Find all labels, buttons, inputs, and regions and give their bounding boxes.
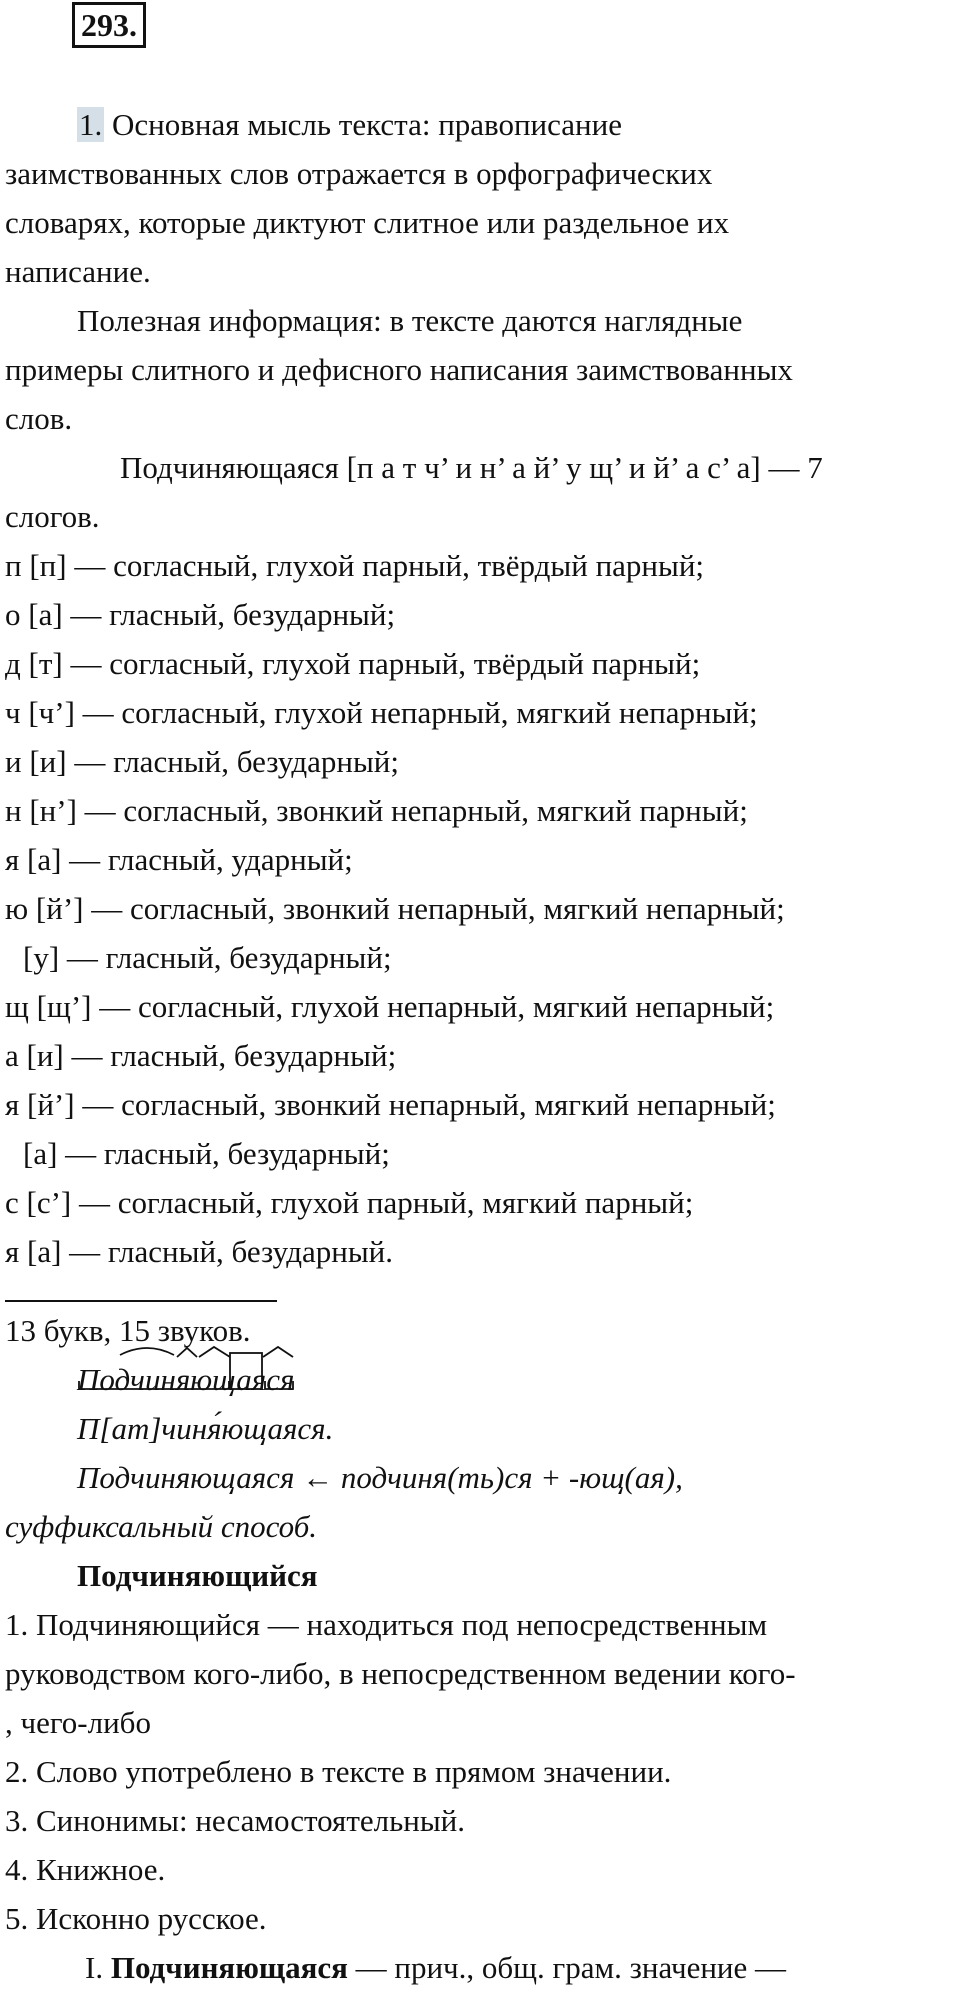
stress-word: П[ат]чиня́ющаяся. — [77, 1411, 334, 1446]
separator-rule — [5, 1300, 277, 1302]
phonetic-line: д [т] — согласный, глухой парный, твёрдый парный; — [5, 646, 701, 681]
answer-content — [5, 100, 955, 1992]
exercise-number: 293. — [72, 2, 146, 48]
morph-word: Подчиняющаяся — [110, 1950, 348, 1985]
phonetic-line: ч [ч’] — согласный, глухой непарный, мягкий непарный; — [5, 695, 758, 730]
phonetic-line: и [и] — гласный, безударный; — [5, 744, 400, 779]
item-marker: 1. — [79, 107, 103, 142]
derivation-line-1: Подчиняющаяся ← подчиня(ть)ся + -ющ(ая), — [77, 1460, 683, 1495]
para2-line-1: Полезная информация: в тексте даются наглядные — [77, 303, 743, 338]
para1-line-3: словарях, которые диктуют слитное или раздельное их — [5, 205, 730, 240]
phonetic-line: щ [щ’] — согласный, глухой непарный, мягкий непарный; — [5, 989, 775, 1024]
morpheme-marks-icon — [77, 1345, 337, 1405]
morph-numeral: I. — [85, 1950, 104, 1985]
para2-line-2: примеры слитного и дефисного написания заимствованных — [5, 352, 793, 387]
lexical-line: руководством кого-либо, в непосредственном ведении кого- — [5, 1656, 796, 1691]
lexical-line: 3. Синонимы: несамостоятельный. — [5, 1803, 465, 1838]
morphemic-analysis — [5, 1355, 955, 1404]
phonetic-line: я [а] — гласный, ударный; — [5, 842, 353, 877]
lexical-line: 4. Книжное. — [5, 1852, 166, 1887]
phonetic-line: н [н’] — согласный, звонкий непарный, мягкий парный; — [5, 793, 748, 828]
morph-analysis-line — [5, 1943, 955, 1992]
lexical-line: 2. Слово употреблено в тексте в прямом значении. — [5, 1754, 672, 1789]
phonetic-intro-line-2: слогов. — [5, 499, 100, 534]
phonetic-line: я [а] — гласный, безударный. — [5, 1234, 393, 1269]
para1-line-4: написание. — [5, 254, 151, 289]
lexical-line: 5. Исконно русское. — [5, 1901, 267, 1936]
lexical-title: Подчиняющийся — [77, 1558, 318, 1593]
lexical-line: , чего-либо — [5, 1705, 151, 1740]
phonetic-line: я [й’] — согласный, звонкий непарный, мягкий непарный; — [5, 1087, 776, 1122]
phonetic-line: п [п] — согласный, глухой парный, твёрдый парный; — [5, 548, 705, 583]
phonetic-line: а [и] — гласный, безударный; — [5, 1038, 397, 1073]
phonetic-line: с [с’] — согласный, глухой парный, мягкий парный; — [5, 1185, 694, 1220]
phonetic-line: о [а] — гласный, безударный; — [5, 597, 396, 632]
phonetic-line: ю [й’] — согласный, звонкий непарный, мягкий непарный; — [5, 891, 785, 926]
morph-rest: — прич., общ. грам. значение — — [347, 1950, 787, 1985]
derivation-line-2: суффиксальный способ. — [5, 1509, 318, 1544]
para1-line-1: 1. Основная мысль текста: правописание — [79, 107, 622, 142]
phonetic-line: [у] — гласный, безударный; — [23, 940, 392, 975]
lexical-line: 1. Подчиняющийся — находиться под непосредственным — [5, 1607, 768, 1642]
morphemic-word: Подчиняющаяся — [77, 1355, 294, 1404]
para1-line-2: заимствованных слов отражается в орфографических — [5, 156, 713, 191]
phonetic-intro-line-1: Подчиняющаяся [п а т ч’ и н’ а й’ у щ’ и й’ а с’ а] — 7 — [120, 450, 823, 485]
phonetic-line: [а] — гласный, безударный; — [23, 1136, 390, 1171]
para2-line-3: слов. — [5, 401, 73, 436]
letters-sounds-count: 13 букв, 15 звуков. — [5, 1313, 251, 1348]
